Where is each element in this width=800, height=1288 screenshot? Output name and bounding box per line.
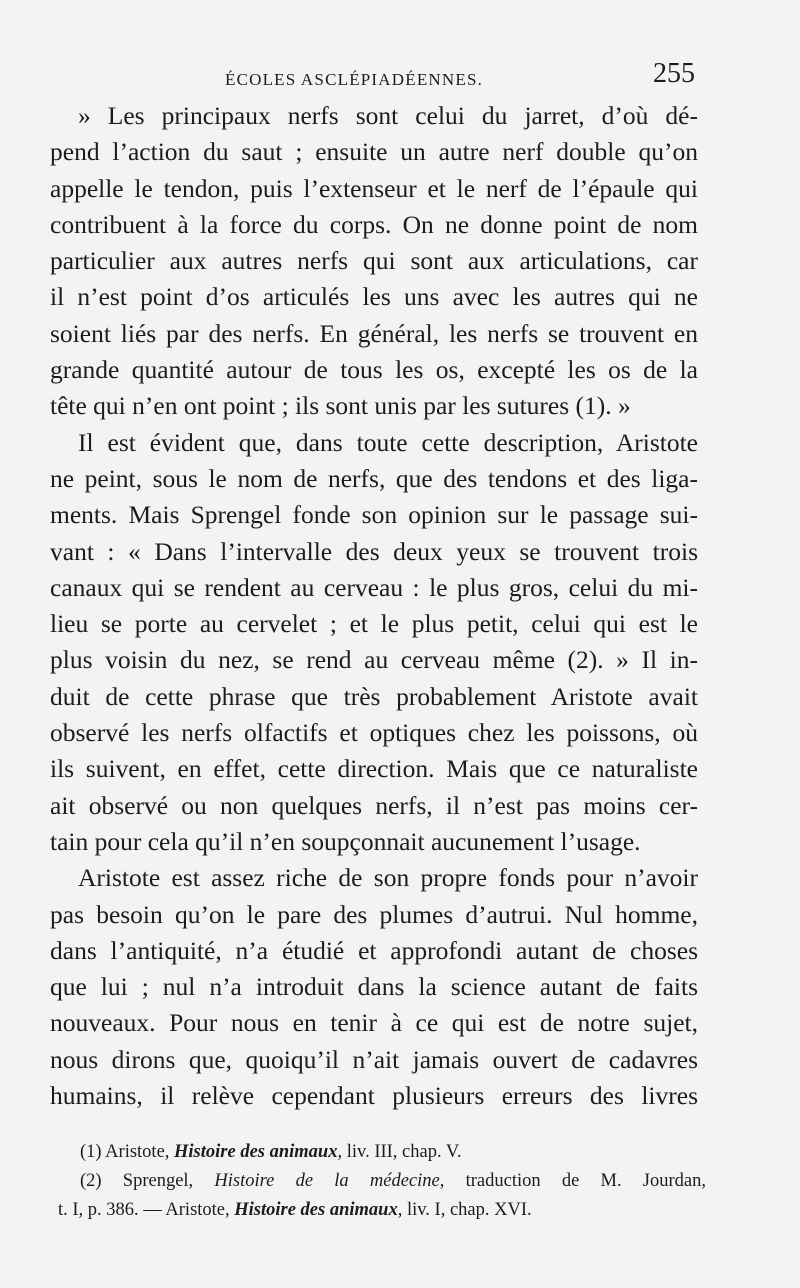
text-line: tête qui n’en ont point ; ils sont unis par les sutures (1). » (50, 391, 631, 421)
text-line: il n’est point d’os articulés les uns avec les autres qui ne (50, 282, 698, 312)
text-line: contribuent à la force du corps. On ne donne point de nom (50, 209, 698, 239)
footnote-text: (1) Aristote, (80, 1142, 170, 1162)
footnote-1 (58, 1138, 706, 1167)
text-line: vant : « Dans l’intervalle des deux yeux se trouvent trois (50, 536, 698, 566)
text-line: lieu se porte au cervelet ; et le plus petit, celui qui est le (50, 609, 698, 639)
text-line: nous dirons que, quoiqu’il n’ait jamais ouvert de cadavres (50, 1044, 698, 1074)
text-line: observé les nerfs olfactifs et optiques chez les poissons, où (50, 718, 698, 748)
footnote-text: , liv. I, chap. XVI. (397, 1200, 532, 1220)
text-line: ils suivent, en effet, cette direction. Mais que ce naturaliste (50, 754, 698, 784)
page-number: 255 (653, 58, 695, 89)
footnote-2 (58, 1167, 706, 1196)
text-line: Il est évident que, dans toute cette description, Aristote (78, 427, 698, 457)
footnote-text: (2) Sprengel, (80, 1171, 194, 1191)
footnote-title: Histoire des animaux (234, 1200, 398, 1220)
text-line: humains, il relève cependant plusieurs erreurs des livres (50, 1081, 698, 1111)
text-line: soient liés par des nerfs. En général, les nerfs se trouvent en (50, 318, 698, 348)
running-head: ÉCOLES ASCLÉPIADÉENNES. (225, 70, 484, 89)
text-line: Aristote est assez riche de son propre fonds pour n’avoir (78, 863, 698, 893)
text-line: tain pour cela qu’il n’en soupçonnait aucunement l’usage. (50, 826, 641, 856)
text-line: que lui ; nul n’a introduit dans la science autant de faits (50, 972, 698, 1002)
text-line: ait observé ou non quelques nerfs, il n’est pas moins cer- (50, 790, 698, 820)
text-line: » Les principaux nerfs sont celui du jarret, d’où dé- (78, 101, 698, 130)
footnote-text: t. I, p. 386. — Aristote, (58, 1200, 230, 1220)
text-line: pas besoin qu’on le pare des plumes d’autrui. Nul homme, (50, 899, 698, 929)
text-line: appelle le tendon, puis l’extenseur et le nerf de l’épaule qui (50, 173, 698, 203)
footnote-title: Histoire de la médecine (214, 1171, 440, 1191)
text-line: nouveaux. Pour nous en tenir à ce qui est de notre sujet, (50, 1008, 698, 1038)
text-line: ments. Mais Sprengel fonde son opinion sur le passage sui- (50, 500, 698, 530)
footnote-title: Histoire des animaux (174, 1142, 338, 1162)
page-header (225, 58, 695, 94)
text-line: grande quantité autour de tous les os, excepté les os de la (50, 355, 698, 385)
text-line: ne peint, sous le nom de nerfs, que des tendons et des liga- (50, 463, 698, 493)
body-text (50, 98, 698, 1114)
text-line: dans l’antiquité, n’a étudié et approfondi autant de choses (50, 935, 698, 965)
text-line: pend l’action du saut ; ensuite un autre nerf double qu’on (50, 137, 698, 167)
footnote-text: , traduction de M. Jourdan, (439, 1171, 706, 1191)
text-line: duit de cette phrase que très probablement Aristote avait (50, 681, 698, 711)
text-line: canaux qui se rendent au cerveau : le plus gros, celui du mi- (50, 572, 698, 602)
footnote-text: , liv. III, chap. V. (337, 1142, 462, 1162)
footnotes (58, 1138, 706, 1225)
text-line: plus voisin du nez, se rend au cerveau même (2). » Il in- (50, 645, 698, 675)
footnote-2-continued (58, 1196, 706, 1225)
text-line: particulier aux autres nerfs qui sont aux articulations, car (50, 246, 698, 276)
